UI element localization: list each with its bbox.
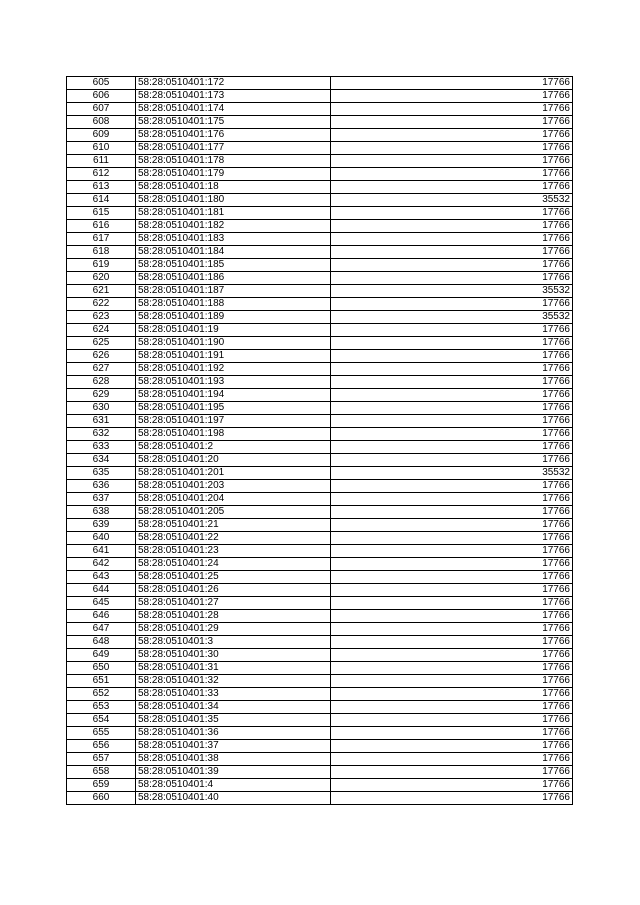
row-number-cell: 658	[67, 766, 136, 779]
row-number-cell: 654	[67, 714, 136, 727]
cadastral-number-cell: 58:28:0510401:184	[136, 246, 331, 259]
row-number-cell: 612	[67, 168, 136, 181]
value-cell: 35532	[331, 311, 573, 324]
cadastral-number-cell: 58:28:0510401:195	[136, 402, 331, 415]
table-row	[67, 649, 573, 662]
cadastral-number-cell: 58:28:0510401:29	[136, 623, 331, 636]
cadastral-number-cell: 58:28:0510401:26	[136, 584, 331, 597]
table-row	[67, 103, 573, 116]
table-row	[67, 415, 573, 428]
value-cell: 17766	[331, 441, 573, 454]
row-number-cell: 619	[67, 259, 136, 272]
table-row	[67, 545, 573, 558]
row-number-cell: 640	[67, 532, 136, 545]
cadastral-number-cell: 58:28:0510401:173	[136, 90, 331, 103]
cadastral-number-cell: 58:28:0510401:38	[136, 753, 331, 766]
table-row	[67, 259, 573, 272]
table-row	[67, 688, 573, 701]
row-number-cell: 653	[67, 701, 136, 714]
table-row	[67, 220, 573, 233]
cadastral-number-cell: 58:28:0510401:189	[136, 311, 331, 324]
table-row	[67, 571, 573, 584]
cadastral-number-cell: 58:28:0510401:4	[136, 779, 331, 792]
value-cell: 17766	[331, 740, 573, 753]
value-cell: 17766	[331, 181, 573, 194]
row-number-cell: 616	[67, 220, 136, 233]
value-cell: 17766	[331, 246, 573, 259]
value-cell: 17766	[331, 90, 573, 103]
value-cell: 17766	[331, 558, 573, 571]
table-row	[67, 246, 573, 259]
row-number-cell: 638	[67, 506, 136, 519]
table-row	[67, 727, 573, 740]
cadastral-number-cell: 58:28:0510401:188	[136, 298, 331, 311]
cadastral-number-cell: 58:28:0510401:22	[136, 532, 331, 545]
table-row	[67, 662, 573, 675]
cadastral-number-cell: 58:28:0510401:18	[136, 181, 331, 194]
value-cell: 17766	[331, 428, 573, 441]
table-row	[67, 207, 573, 220]
row-number-cell: 614	[67, 194, 136, 207]
value-cell: 17766	[331, 753, 573, 766]
cadastral-number-cell: 58:28:0510401:37	[136, 740, 331, 753]
table-row	[67, 142, 573, 155]
cadastral-number-cell: 58:28:0510401:39	[136, 766, 331, 779]
table-row	[67, 623, 573, 636]
row-number-cell: 649	[67, 649, 136, 662]
value-cell: 17766	[331, 155, 573, 168]
cadastral-number-cell: 58:28:0510401:194	[136, 389, 331, 402]
cadastral-number-cell: 58:28:0510401:179	[136, 168, 331, 181]
row-number-cell: 609	[67, 129, 136, 142]
table-row	[67, 675, 573, 688]
cadastral-number-cell: 58:28:0510401:25	[136, 571, 331, 584]
value-cell: 17766	[331, 792, 573, 805]
cadastral-number-cell: 58:28:0510401:30	[136, 649, 331, 662]
row-number-cell: 637	[67, 493, 136, 506]
row-number-cell: 623	[67, 311, 136, 324]
table-row	[67, 532, 573, 545]
value-cell: 17766	[331, 207, 573, 220]
row-number-cell: 629	[67, 389, 136, 402]
value-cell: 17766	[331, 571, 573, 584]
cadastral-number-cell: 58:28:0510401:197	[136, 415, 331, 428]
row-number-cell: 605	[67, 77, 136, 90]
table-row	[67, 480, 573, 493]
cadastral-number-cell: 58:28:0510401:174	[136, 103, 331, 116]
table-row	[67, 350, 573, 363]
row-number-cell: 657	[67, 753, 136, 766]
row-number-cell: 631	[67, 415, 136, 428]
value-cell: 17766	[331, 259, 573, 272]
table-row	[67, 311, 573, 324]
cadastral-number-cell: 58:28:0510401:186	[136, 272, 331, 285]
table-row	[67, 194, 573, 207]
value-cell: 17766	[331, 103, 573, 116]
value-cell: 17766	[331, 324, 573, 337]
value-cell: 17766	[331, 662, 573, 675]
table-row	[67, 636, 573, 649]
cadastral-number-cell: 58:28:0510401:193	[136, 376, 331, 389]
cadastral-number-cell: 58:28:0510401:175	[136, 116, 331, 129]
value-cell: 17766	[331, 610, 573, 623]
table-row	[67, 77, 573, 90]
value-cell: 17766	[331, 363, 573, 376]
value-cell: 17766	[331, 675, 573, 688]
cadastral-number-cell: 58:28:0510401:187	[136, 285, 331, 298]
value-cell: 17766	[331, 454, 573, 467]
row-number-cell: 644	[67, 584, 136, 597]
value-cell: 17766	[331, 402, 573, 415]
table-row	[67, 129, 573, 142]
value-cell: 17766	[331, 701, 573, 714]
row-number-cell: 608	[67, 116, 136, 129]
cadastral-number-cell: 58:28:0510401:204	[136, 493, 331, 506]
table-row	[67, 779, 573, 792]
row-number-cell: 626	[67, 350, 136, 363]
value-cell: 35532	[331, 285, 573, 298]
table-row	[67, 753, 573, 766]
row-number-cell: 610	[67, 142, 136, 155]
cadastral-number-cell: 58:28:0510401:33	[136, 688, 331, 701]
cadastral-number-cell: 58:28:0510401:36	[136, 727, 331, 740]
row-number-cell: 647	[67, 623, 136, 636]
table-row	[67, 337, 573, 350]
value-cell: 17766	[331, 766, 573, 779]
table-row	[67, 116, 573, 129]
value-cell: 17766	[331, 389, 573, 402]
cadastral-number-cell: 58:28:0510401:201	[136, 467, 331, 480]
row-number-cell: 620	[67, 272, 136, 285]
value-cell: 17766	[331, 506, 573, 519]
cadastral-number-cell: 58:28:0510401:20	[136, 454, 331, 467]
value-cell: 17766	[331, 337, 573, 350]
table-body	[67, 77, 573, 805]
table-row	[67, 389, 573, 402]
value-cell: 17766	[331, 532, 573, 545]
cadastral-number-cell: 58:28:0510401:191	[136, 350, 331, 363]
value-cell: 17766	[331, 376, 573, 389]
value-cell: 17766	[331, 584, 573, 597]
cadastral-number-cell: 58:28:0510401:27	[136, 597, 331, 610]
cadastral-number-cell: 58:28:0510401:21	[136, 519, 331, 532]
table-row	[67, 90, 573, 103]
row-number-cell: 641	[67, 545, 136, 558]
value-cell: 17766	[331, 636, 573, 649]
row-number-cell: 617	[67, 233, 136, 246]
value-cell: 17766	[331, 688, 573, 701]
table-row	[67, 584, 573, 597]
cadastral-number-cell: 58:28:0510401:176	[136, 129, 331, 142]
cadastral-number-cell: 58:28:0510401:180	[136, 194, 331, 207]
row-number-cell: 636	[67, 480, 136, 493]
cadastral-number-cell: 58:28:0510401:203	[136, 480, 331, 493]
table-row	[67, 155, 573, 168]
value-cell: 17766	[331, 597, 573, 610]
row-number-cell: 650	[67, 662, 136, 675]
value-cell: 35532	[331, 467, 573, 480]
table-row	[67, 298, 573, 311]
table-row	[67, 233, 573, 246]
row-number-cell: 646	[67, 610, 136, 623]
cadastral-number-cell: 58:28:0510401:172	[136, 77, 331, 90]
row-number-cell: 648	[67, 636, 136, 649]
value-cell: 17766	[331, 129, 573, 142]
cadastral-number-cell: 58:28:0510401:185	[136, 259, 331, 272]
value-cell: 17766	[331, 142, 573, 155]
row-number-cell: 627	[67, 363, 136, 376]
value-cell: 17766	[331, 298, 573, 311]
cadastral-number-cell: 58:28:0510401:34	[136, 701, 331, 714]
table-row	[67, 181, 573, 194]
row-number-cell: 606	[67, 90, 136, 103]
cadastral-number-cell: 58:28:0510401:192	[136, 363, 331, 376]
value-cell: 17766	[331, 480, 573, 493]
cadastral-table	[66, 76, 573, 805]
table-row	[67, 714, 573, 727]
table-row	[67, 558, 573, 571]
table-row	[67, 792, 573, 805]
row-number-cell: 628	[67, 376, 136, 389]
value-cell: 17766	[331, 415, 573, 428]
cadastral-number-cell: 58:28:0510401:23	[136, 545, 331, 558]
value-cell: 17766	[331, 623, 573, 636]
row-number-cell: 633	[67, 441, 136, 454]
row-number-cell: 652	[67, 688, 136, 701]
table-row	[67, 272, 573, 285]
cadastral-number-cell: 58:28:0510401:40	[136, 792, 331, 805]
table-row	[67, 428, 573, 441]
cadastral-number-cell: 58:28:0510401:32	[136, 675, 331, 688]
table-row	[67, 376, 573, 389]
row-number-cell: 621	[67, 285, 136, 298]
table-row	[67, 506, 573, 519]
row-number-cell: 660	[67, 792, 136, 805]
value-cell: 17766	[331, 116, 573, 129]
row-number-cell: 630	[67, 402, 136, 415]
table-row	[67, 441, 573, 454]
value-cell: 17766	[331, 233, 573, 246]
table-row	[67, 597, 573, 610]
table-row	[67, 610, 573, 623]
table-row	[67, 467, 573, 480]
row-number-cell: 643	[67, 571, 136, 584]
cadastral-number-cell: 58:28:0510401:31	[136, 662, 331, 675]
row-number-cell: 625	[67, 337, 136, 350]
row-number-cell: 635	[67, 467, 136, 480]
row-number-cell: 639	[67, 519, 136, 532]
value-cell: 17766	[331, 779, 573, 792]
row-number-cell: 634	[67, 454, 136, 467]
cadastral-number-cell: 58:28:0510401:182	[136, 220, 331, 233]
cadastral-number-cell: 58:28:0510401:183	[136, 233, 331, 246]
table-row	[67, 324, 573, 337]
table-row	[67, 168, 573, 181]
cadastral-number-cell: 58:28:0510401:28	[136, 610, 331, 623]
value-cell: 17766	[331, 649, 573, 662]
cadastral-number-cell: 58:28:0510401:24	[136, 558, 331, 571]
cadastral-number-cell: 58:28:0510401:35	[136, 714, 331, 727]
row-number-cell: 611	[67, 155, 136, 168]
cadastral-number-cell: 58:28:0510401:177	[136, 142, 331, 155]
cadastral-number-cell: 58:28:0510401:2	[136, 441, 331, 454]
cadastral-number-cell: 58:28:0510401:19	[136, 324, 331, 337]
cadastral-number-cell: 58:28:0510401:178	[136, 155, 331, 168]
value-cell: 17766	[331, 727, 573, 740]
row-number-cell: 607	[67, 103, 136, 116]
value-cell: 17766	[331, 714, 573, 727]
row-number-cell: 613	[67, 181, 136, 194]
value-cell: 17766	[331, 350, 573, 363]
table-row	[67, 701, 573, 714]
value-cell: 17766	[331, 272, 573, 285]
value-cell: 17766	[331, 77, 573, 90]
table-row	[67, 402, 573, 415]
row-number-cell: 624	[67, 324, 136, 337]
table-row	[67, 493, 573, 506]
table-row	[67, 363, 573, 376]
row-number-cell: 632	[67, 428, 136, 441]
row-number-cell: 642	[67, 558, 136, 571]
cadastral-number-cell: 58:28:0510401:3	[136, 636, 331, 649]
row-number-cell: 618	[67, 246, 136, 259]
table-row	[67, 740, 573, 753]
value-cell: 17766	[331, 168, 573, 181]
row-number-cell: 622	[67, 298, 136, 311]
value-cell: 17766	[331, 220, 573, 233]
table-row	[67, 519, 573, 532]
cadastral-number-cell: 58:28:0510401:181	[136, 207, 331, 220]
row-number-cell: 659	[67, 779, 136, 792]
row-number-cell: 615	[67, 207, 136, 220]
cadastral-number-cell: 58:28:0510401:190	[136, 337, 331, 350]
row-number-cell: 655	[67, 727, 136, 740]
row-number-cell: 645	[67, 597, 136, 610]
cadastral-number-cell: 58:28:0510401:205	[136, 506, 331, 519]
row-number-cell: 651	[67, 675, 136, 688]
value-cell: 17766	[331, 519, 573, 532]
cadastral-number-cell: 58:28:0510401:198	[136, 428, 331, 441]
value-cell: 35532	[331, 194, 573, 207]
table-row	[67, 285, 573, 298]
value-cell: 17766	[331, 545, 573, 558]
row-number-cell: 656	[67, 740, 136, 753]
table-row	[67, 454, 573, 467]
table-row	[67, 766, 573, 779]
value-cell: 17766	[331, 493, 573, 506]
